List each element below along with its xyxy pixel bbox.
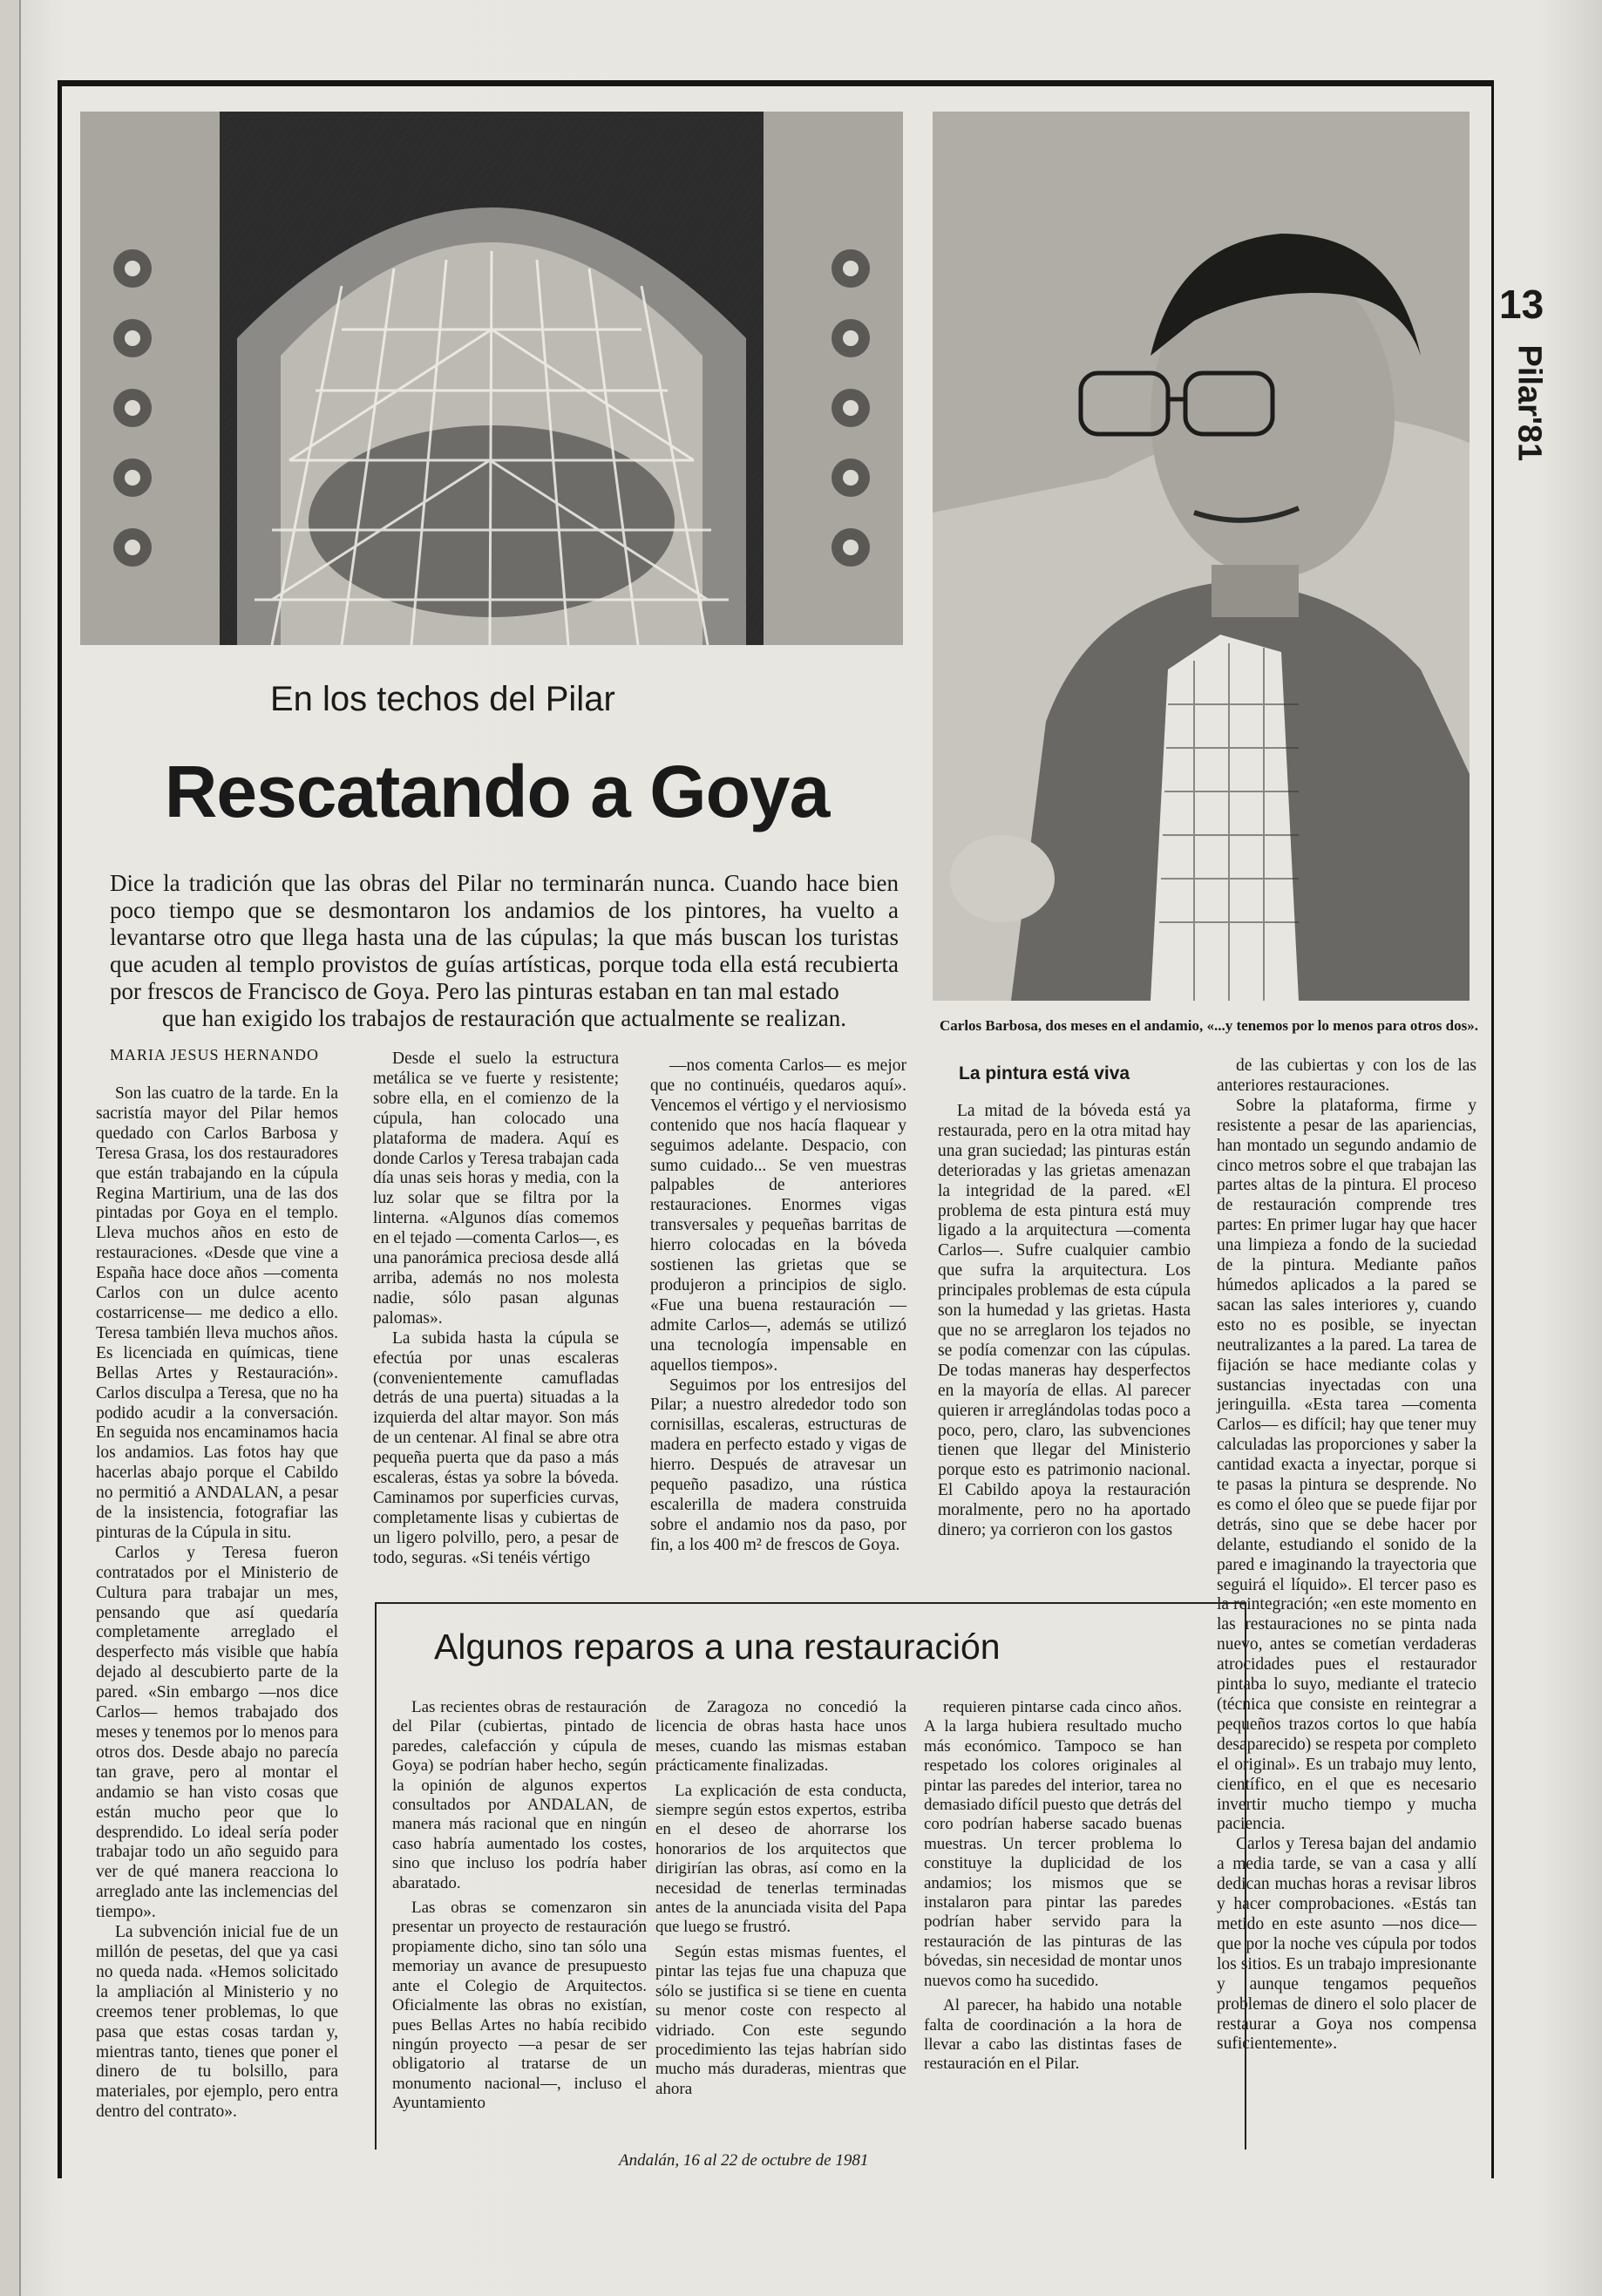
paragraph: Carlos y Teresa fueron contratados por el Ministerio de Cultura para trabajar un mes, pensando que así quedaría completamente arreglado el desperfecto más visible que había dejado al descubierto parte de la pared. «Sin embargo —nos dice Carlos— hemos trabajado dos meses y tenemos por lo menos para otros dos. Desde abajo no parecía tan grave, pero al montar el andamio se han visto cosas que están mucho peor que lo desprendido. Lo ideal sería poder trabajar todo un año seguido para ver de qué manera reacciona lo arreglado ante las inclemencias del tiempo». xyxy=(96,1543,338,1922)
paragraph: Desde el suelo la estructura metálica se ve fuerte y resistente; sobre ella, en el comienzo de la cúpula, han colocado una plataforma de madera. Aquí es donde Carlos y Teresa trabajan cada día unas seis horas y media, con la luz solar que se filtra por la linterna. «Algunos días comemos en el tejado —comenta Carlos—, es una panorámica preciosa desde allá arriba, además no nos molesta nadie, sólo pasan algunas palomas». xyxy=(373,1050,619,1328)
paragraph: La mitad de la bóveda está ya restaurada, pero en la otra mitad hay una gran suciedad; las pinturas están deterioradas y las grietas amenazan la integridad de la pared. «El problema de esta pintura está muy ligado a la arquitectura —comenta Carlos—. Sufre cualquier cambio que sufra la arquitectura. Los principales problemas de esta cúpula son la humedad y las grietas. Hasta que no se arreglaron los tejados no se podía comenzar con las cúpulas. De todas maneras hay desperfectos en la mayoría de ellas. Al parecer quieren ir arreglándolas todas poco a poco, pero, claro, las subvenciones tienen que llegar del Ministerio porque esto es patrimonio nacional. El Cabildo apoya la restauración moralmente, pero no ha aportado dinero; ya corrieron con los gastos xyxy=(938,1102,1191,1540)
article-column-2 xyxy=(373,1050,619,1569)
scaffolding-photo xyxy=(80,112,903,645)
article-column-3 xyxy=(650,1056,906,1556)
article-column-4 xyxy=(938,1102,1191,1541)
paragraph: Sobre la plataforma, firme y resistente a pesar de las apariencias, han montado un segundo andamio de cinco metros sobre el que trabajan las partes altas de la pintura. El proceso de restauración comprende tres partes: En primer lugar hay que hacer una limpieza a fondo de la suciedad de la pintura. Mediante paños húmedos aplicados a la pared se sacan las sales interiores y, cuando esto no es posible, se inyectan neutralizantes a la pared. La tarea de fijación se hace mediante colas y sustancias inyectadas con una jeringuilla. «Esta tarea —comenta Carlos— es difícil; hay que tener muy calculadas las proporciones y saber la cantidad exacta a inyectar, porque si te pasas la pintura se desprende. No es como el óleo que se puede fijar por detrás, sino que se debe hacer por delante, estudiando el sonido de la pared e imaginando la trayectoria que seguirá el líquido». El tercer paso es la reintegración; «en este momento en las restauraciones no se pinta nada nuevo, antes se cometían verdaderas atrocidades pues el restaurador pintaba lo suyo, mediante el tratecio (técnica que consiste en reintegrar a pequeños trazos cortos lo que había desaparecido) se respeta por completo el original». Es un trabajo muy lento, científico, en el que es necesario invertir mucho tiempo y mucha paciencia. xyxy=(1217,1096,1476,1834)
section-name: Pilar'81 xyxy=(1510,344,1548,462)
paragraph: de Zaragoza no concedió la licencia de obras hasta hace unos meses, cuando las mismas estaban prácticamente finalizadas. xyxy=(655,1698,906,1776)
paragraph: La subvención inicial fue de un millón de pesetas, del que ya casi no queda nada. «Hemos solicitado la ampliación al Ministerio y no creemos tener problemas, lo que pasa que estas cosas tardan y, mientras tanto, tienes que poner el dinero de tu bolsillo, para materiales, por ejemplo, pero entra dentro del contrato». xyxy=(96,1923,338,2122)
photo-caption: Carlos Barbosa, dos meses en el andamio, «...y tenemos por lo menos para otros dos». xyxy=(940,1017,1478,1034)
sidebar-column-2 xyxy=(655,1698,906,2104)
paragraph: de las cubiertas y con los de las anteriores restauraciones. xyxy=(1217,1056,1476,1095)
paragraph: La subida hasta la cúpula se efectúa por unas escaleras (convenientemente camufladas detrás de una puerta) situadas a la izquierda del altar mayor. Son más de un centenar. Al final se abre otra pequeña puerta que da paso a más escaleras, éstas ya sobre la bóveda. Caminamos por superficies curvas, completamente lisas y cubiertas de un ligero polvillo, pero, a pesar de todo, seguras. «Si tenéis vértigo xyxy=(373,1328,619,1567)
lede xyxy=(110,870,899,1032)
paragraph: Según estas mismas fuentes, el pintar las tejas fue una chapuza que sólo se justifica si se tiene en cuenta su menor coste con respecto al vidriado. Con este segundo procedimiento las tejas habrían sido mucho más duraderas, mientras que ahora xyxy=(655,1942,906,2098)
paragraph: Carlos y Teresa bajan del andamio a media tarde, se van a casa y allí dedican muchas horas a revisar libros y hacer comprobaciones. «Estás tan metido en este asunto —nos dice— que por la noche ves cúpula por todos los sitios. Es un trabajo impresionante y aunque tengamos pequeños problemas de dinero el solo placer de restaurar a Goya nos compensa suficientemente». xyxy=(1217,1835,1476,2054)
sidebar-title: Algunos reparos a una restauración xyxy=(434,1627,1001,1667)
portrait-photo xyxy=(933,112,1470,1001)
lede-text: Dice la tradición que las obras del Pilar no terminarán nunca. Cuando hace bien poco tiempo que se desmontaron los andamios de los pintores, ha vuelto a levantarse otro que llega hasta una de las cúpulas; la que más buscan los turistas que acuden al templo provistos de guías artísticas, porque toda ella está recubierta por frescos de Francisco de Goya. Pero las pinturas estaban en tan mal estado xyxy=(110,870,899,1004)
paragraph: La explicación de esta conducta, siempre según estos expertos, estriba en el deseo de ahorrarse los honorarios de los arquitectos que dirigirían las obras, así como en la necesidad de tenerlas terminadas antes de la anunciada visita del Papa que luego se frustró. xyxy=(655,1781,906,1937)
byline: MARIA JESUS HERNANDO xyxy=(110,1046,320,1063)
paragraph: —nos comenta Carlos— es mejor que no continuéis, quedaros aquí». Vencemos el vértigo y el nerviosismo contenido que nos hacía flaquear y seguimos adelante. Despacio, con sumo cuidado... Se ven muestras palpables de anteriores restauraciones. Enormes vigas transversales y pequeñas barritas de hierro colocadas en la bóveda sostienen las grietas que se produjeron a principios de siglo. «Fue una buena restauración —admite Carlos—, además se utilizó una tecnología impensable en aquellos tiempos». xyxy=(650,1056,906,1375)
page-number: 13 xyxy=(1499,282,1544,327)
sidebar-column-3 xyxy=(924,1698,1182,2080)
paragraph: Al parecer, ha habido una notable falta de coordinación a la hora de llevar a cabo las distintas fases de restauración en el Pilar. xyxy=(924,1996,1182,2074)
paragraph: Seguimos por los entresijos del Pilar; a nuestro alrededor todo son cornisillas, escaleras, estructuras de madera en perfecto estado y vigas de hierro. Después de atravesar un pequeño pasadizo, una rústica escalerilla de madera construida sobre el andamio nos da paso, por fin, a los 400 m² de frescos de Goya. xyxy=(650,1376,906,1554)
footer-dateline: Andalán, 16 al 22 de octubre de 1981 xyxy=(619,2151,869,2170)
section-label xyxy=(1499,281,1551,472)
lede-last-line: que han exigido los trabajos de restauración que actualmente se realizan. xyxy=(162,1005,846,1031)
paragraph: Son las cuatro de la tarde. En la sacristía mayor del Pilar hemos quedado con Carlos Barbosa y Teresa Grasa, los dos restauradores que están trabajando en la cúpula Regina Martirium, una de las dos pintadas por Goya en el templo. Lleva muchos años en esto de restauraciones. «Desde que vine a España hace doce años —comenta Carlos con un dulce acento costarricense— me dedico a ello. Teresa también lleva muchos años. Es licenciada en químicas, tiene Bellas Artes y Restauración». Carlos disculpa a Teresa, que no ha podido acudir a la conversación. En seguida nos encaminamos hacia los andamios. Las fotos hay que hacerlas abajo porque el Cabildo no permitió a ANDALAN, a pesar de la insistencia, fotografiar las pinturas de la Cúpula in situ. xyxy=(96,1084,338,1542)
article-column-1 xyxy=(96,1084,338,2123)
page-gutter xyxy=(0,0,21,2296)
headline: Rescatando a Goya xyxy=(164,751,830,832)
article-column-5 xyxy=(1217,1056,1476,2055)
paragraph: Las recientes obras de restauración del Pilar (cubiertas, pintado de paredes, calefacción y cúpula de Goya) se podrían haber hecho, según la opinión de algunos expertos consultados por ANDALAN, de manera más racional que en ningún caso habría aumentado los costes, sino que incluso los podría haber abaratado. xyxy=(392,1698,647,1892)
paragraph: requieren pintarse cada cinco años. A la larga hubiera resultado mucho más económico. Tampoco se han respetado los colores originales al pintar las paredes del interior, tarea no demasiado difícil puesto que detrás del coro podrían haberse sacado buenas muestras. Un tercer problema lo constituye la duplicidad de los andamios; los mismos que se instalaron para pintar las paredes podrían haber servido para la restauración de las pinturas de las bóvedas, sin necesidad de montar unos nuevos como ha sucedido. xyxy=(924,1698,1182,1990)
kicker: En los techos del Pilar xyxy=(270,680,615,718)
subheading: La pintura está viva xyxy=(959,1063,1130,1083)
sidebar-column-1 xyxy=(392,1698,647,2119)
paragraph: Las obras se comenzaron sin presentar un proyecto de restauración propiamente dicho, sino tan sólo una memoriay un avance de presupuesto ante el Colegio de Arquitectos. Oficialmente las obras no existían, pues Bellas Artes no había recibido ningún proyecto —a pesar de ser obligatorio al tratarse de un monumento nacional—, incluso el Ayuntamiento xyxy=(392,1899,647,2113)
